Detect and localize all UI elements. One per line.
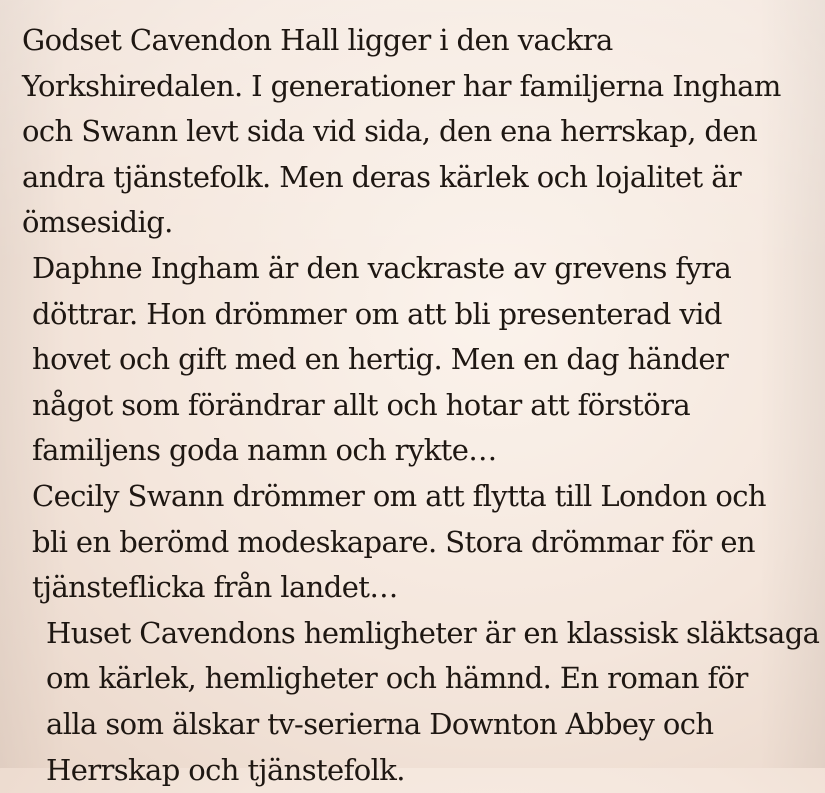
text-line: Huset Cavendons hemligheter är en klassisk släktsaga <box>22 611 817 657</box>
text-line: hovet och gift med en hertig. Men en dag händer <box>22 337 817 383</box>
text-line: familjens goda namn och rykte… <box>22 428 817 474</box>
text-line: Herrskap och tjänstefolk. <box>22 748 817 793</box>
blurb-text <box>22 18 817 793</box>
text-line: döttrar. Hon drömmer om att bli presenterad vid <box>22 292 817 338</box>
text-line: bli en berömd modeskapare. Stora drömmar för en <box>22 520 817 566</box>
text-line: Daphne Ingham är den vackraste av grevens fyra <box>22 246 817 292</box>
paragraph-cavendon-hall <box>22 18 817 246</box>
text-line: och Swann levt sida vid sida, den ena herrskap, den <box>22 109 817 155</box>
text-line: tjänsteflicka från landet… <box>22 565 817 611</box>
text-line: om kärlek, hemligheter och hämnd. En roman för <box>22 656 817 702</box>
text-line: andra tjänstefolk. Men deras kärlek och lojalitet är <box>22 155 817 201</box>
text-line: ömsesidig. <box>22 200 817 246</box>
text-line: Godset Cavendon Hall ligger i den vackra <box>22 18 817 64</box>
paragraph-cecily-swann <box>22 474 817 611</box>
text-line: alla som älskar tv-serierna Downton Abbey och <box>22 702 817 748</box>
text-line: Cecily Swann drömmer om att flytta till London och <box>22 474 817 520</box>
text-line: något som förändrar allt och hotar att förstöra <box>22 383 817 429</box>
paragraph-huset-cavendons <box>22 611 817 793</box>
text-line: Yorkshiredalen. I generationer har familjerna Ingham <box>22 64 817 110</box>
paragraph-daphne-ingham <box>22 246 817 474</box>
